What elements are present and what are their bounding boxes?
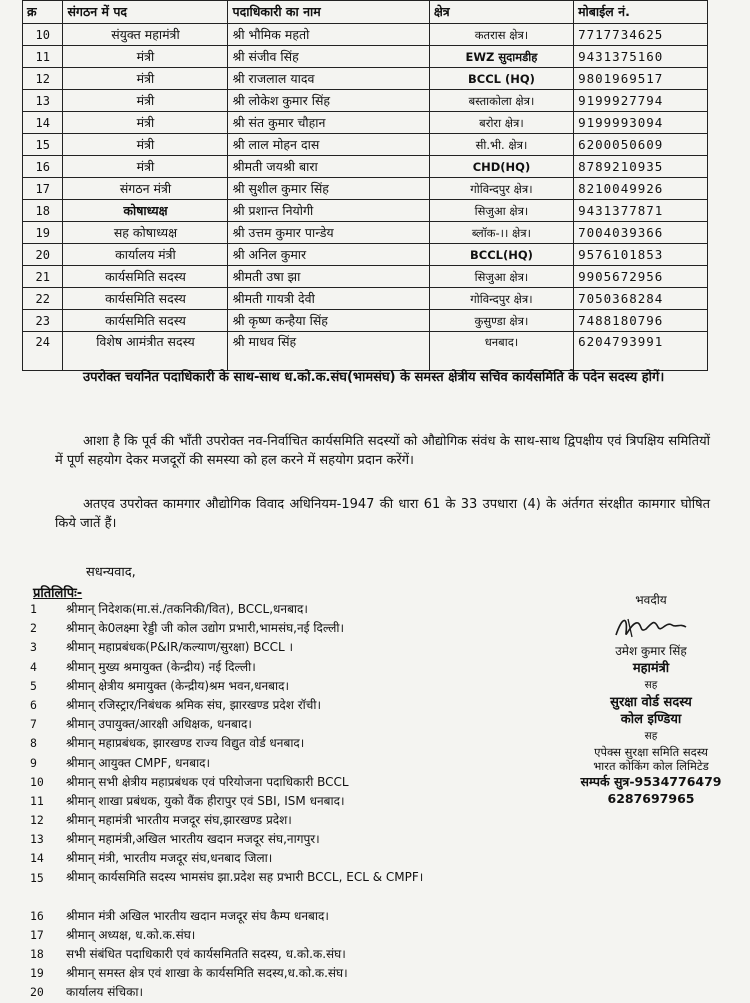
table-row bbox=[23, 156, 708, 178]
list-item-number: 14 bbox=[30, 851, 44, 866]
area-cell: ब्लॉक-।। क्षेत्र। bbox=[429, 222, 573, 244]
list-item-number: 7 bbox=[30, 717, 37, 732]
area-cell: CHD(HQ) bbox=[429, 156, 573, 178]
list-item-text: श्रीमान् मुख्य श्रमायुक्त (केन्द्रीय) नई दिल्ली। bbox=[66, 659, 256, 674]
area-cell: कुसुण्डा क्षेत्र। bbox=[429, 310, 573, 332]
area-cell: BCCL(HQ) bbox=[429, 244, 573, 266]
name-cell: श्री कृष्ण कन्हैया सिंह bbox=[228, 310, 429, 332]
list-item bbox=[30, 811, 550, 830]
list-item bbox=[30, 677, 550, 696]
mobile-cell: 6200050609 bbox=[574, 134, 708, 156]
col-header-mobile: मोबाईल नं. bbox=[574, 1, 708, 24]
list-item-number: 3 bbox=[30, 640, 37, 655]
list-item-number: 19 bbox=[30, 966, 44, 981]
area-cell: धनबाद। bbox=[429, 332, 573, 371]
paragraph-ex-officio: उपरोक्त चयनित पदाधिकारी के साथ-साथ ध.को.क.संघ(भामसंघ) के समस्त क्षेत्रीय सचिव कार्यसमिति के पदेन सदस्य होगें। bbox=[83, 370, 665, 385]
paragraph-protected-workmen: अतएव उपरोक्त कामगार औद्योगिक विवाद अधिनियम-1947 की धारा 61 के 33 उपधारा (4) के अंर्तगत संरक्षीत कामगार घोषित किये जातें हैं। bbox=[55, 497, 710, 531]
post-cell: संयुक्त महामंत्री bbox=[63, 24, 228, 46]
list-item bbox=[30, 600, 550, 619]
post-cell: सह कोषाध्यक्ष bbox=[63, 222, 228, 244]
serial-cell: 16 bbox=[23, 156, 63, 178]
serial-cell: 15 bbox=[23, 134, 63, 156]
list-item-text: श्रीमान् के0लक्ष्मा रेड्डी जी कोल उद्योग प्रभारी,भामसंघ,नई दिल्ली। bbox=[66, 621, 345, 636]
list-item-number: 9 bbox=[30, 755, 37, 770]
col-header-serial: क्र bbox=[23, 1, 63, 24]
list-item-text: श्रीमान् उपायुक्त/आरक्षी अधिक्षक, धनबाद। bbox=[66, 717, 252, 732]
copy-to-heading: प्रतिलिपिः- bbox=[33, 586, 83, 601]
name-cell: श्री सुशील कुमार सिंह bbox=[228, 178, 429, 200]
list-item-text: श्रीमान् महाप्रबंधक(P&IR/कल्याण/सुरक्षा) BCCL । bbox=[66, 640, 294, 655]
list-item-number: 11 bbox=[30, 793, 44, 808]
list-item bbox=[30, 658, 550, 677]
name-cell: श्री संजीव सिंह bbox=[228, 46, 429, 68]
list-item bbox=[30, 926, 550, 945]
mobile-cell: 9905672956 bbox=[574, 266, 708, 288]
signatory-title-safety-board: सुरक्षा वोर्ड सदस्य bbox=[610, 695, 692, 710]
area-cell: गोविन्दपुर क्षेत्र। bbox=[429, 178, 573, 200]
area-cell: सिजुआ क्षेत्र। bbox=[429, 200, 573, 222]
mobile-cell: 9199927794 bbox=[574, 90, 708, 112]
post-cell: कार्यसमिति सदस्य bbox=[63, 288, 228, 310]
list-item-number: 10 bbox=[30, 774, 44, 789]
thanks-text: सधन्यवाद, bbox=[86, 565, 136, 580]
list-item bbox=[30, 792, 550, 811]
post-cell: मंत्री bbox=[63, 156, 228, 178]
list-item-text: श्रीमान् महामंत्री,अखिल भारतीय खदान मजदूर संघ,नागपुर। bbox=[66, 832, 320, 847]
list-item-number: 15 bbox=[30, 870, 44, 885]
mobile-cell: 9801969517 bbox=[574, 68, 708, 90]
list-item-number: 1 bbox=[30, 602, 37, 616]
name-cell: श्रीमती उषा झा bbox=[228, 266, 429, 288]
serial-cell: 18 bbox=[23, 200, 63, 222]
table-row bbox=[23, 112, 708, 134]
serial-cell: 17 bbox=[23, 178, 63, 200]
post-cell: मंत्री bbox=[63, 112, 228, 134]
handwritten-signature bbox=[556, 609, 746, 643]
mobile-cell: 9576101853 bbox=[574, 244, 708, 266]
signatory-org: कोल इण्डिया bbox=[620, 712, 682, 727]
list-item-text: श्रीमान् महामंत्री भारतीय मजदूर संघ,झारखण्ड प्रदेश। bbox=[66, 813, 292, 828]
list-item-text: सभी संबंधित पदाधिकारी एवं कार्यसमितति सदस्य, ध.को.क.संघ। bbox=[66, 947, 346, 961]
serial-cell: 21 bbox=[23, 266, 63, 288]
list-item-number: 13 bbox=[30, 832, 44, 847]
list-item-text: श्रीमान् क्षेत्रीय श्रमायुक्त (केन्द्रीय)श्रम भवन,धनबाद। bbox=[66, 678, 290, 693]
list-item-number: 20 bbox=[30, 985, 44, 1000]
list-item-text: श्रीमान् रजिस्ट्रार/निबंधक श्रमिक संघ, झारखण्ड प्रदेश रॉची। bbox=[66, 697, 322, 712]
list-item-text: कार्यालय संचिका। bbox=[66, 985, 144, 1000]
list-item-number: 2 bbox=[30, 621, 37, 636]
mobile-cell: 7488180796 bbox=[574, 310, 708, 332]
list-item-text: श्रीमान् निदेशक(मा.सं./तकनिकी/वित), BCCL,धनबाद। bbox=[66, 602, 308, 616]
area-cell: EWZ सुदामडीह bbox=[429, 46, 573, 68]
name-cell: श्री राजलाल यादव bbox=[228, 68, 429, 90]
serial-cell: 24 bbox=[23, 332, 63, 371]
list-item bbox=[30, 715, 550, 734]
table-row bbox=[23, 266, 708, 288]
name-cell: श्री लोकेश कुमार सिंह bbox=[228, 90, 429, 112]
post-cell: कोषाध्यक्ष bbox=[63, 200, 228, 222]
area-cell: बस्ताकोला क्षेत्र। bbox=[429, 90, 573, 112]
list-item-number: 4 bbox=[30, 659, 37, 674]
list-item-number: 8 bbox=[30, 736, 37, 751]
name-cell: श्रीमती जयश्री बारा bbox=[228, 156, 429, 178]
list-item bbox=[30, 869, 550, 907]
mobile-cell: 7717734625 bbox=[574, 24, 708, 46]
list-item-text: श्रीमान मंत्री अखिल भारतीय खदान मजदूर संघ कैम्प धनबाद। bbox=[66, 908, 329, 923]
list-item-text: श्रीमान् समस्त क्षेत्र एवं शाखा के कार्यसमिति सदस्य,ध.को.क.संघ। bbox=[66, 966, 348, 981]
list-item bbox=[30, 907, 550, 926]
mobile-cell: 9431377871 bbox=[574, 200, 708, 222]
table-row bbox=[23, 24, 708, 46]
post-cell: कार्यालय मंत्री bbox=[63, 244, 228, 266]
post-cell: मंत्री bbox=[63, 134, 228, 156]
list-item-text: श्रीमान् मंत्री, भारतीय मजदूर संघ,धनबाद जिला। bbox=[66, 851, 273, 866]
table-row bbox=[23, 288, 708, 310]
area-cell: गोविन्दपुर क्षेत्र। bbox=[429, 288, 573, 310]
table-row bbox=[23, 200, 708, 222]
post-cell: कार्यसमिति सदस्य bbox=[63, 266, 228, 288]
list-item-text: श्रीमान् आयुक्त CMPF, धनबाद। bbox=[66, 755, 211, 770]
post-cell: मंत्री bbox=[63, 90, 228, 112]
table-row bbox=[23, 310, 708, 332]
col-header-post: संगठन में पद bbox=[63, 1, 228, 24]
name-cell: श्री लाल मोहन दास bbox=[228, 134, 429, 156]
mobile-cell: 8210049926 bbox=[574, 178, 708, 200]
name-cell: श्री प्रशान्त नियोगी bbox=[228, 200, 429, 222]
list-item bbox=[30, 849, 550, 868]
serial-cell: 14 bbox=[23, 112, 63, 134]
name-cell: श्री अनिल कुमार bbox=[228, 244, 429, 266]
table-header-row bbox=[23, 1, 708, 24]
table-row bbox=[23, 332, 708, 371]
mobile-cell: 6204793991 bbox=[574, 332, 708, 371]
col-header-area: क्षेत्र bbox=[429, 1, 573, 24]
area-cell: कतरास क्षेत्र। bbox=[429, 24, 573, 46]
name-cell: श्री भौमिक महतो bbox=[228, 24, 429, 46]
mobile-cell: 7050368284 bbox=[574, 288, 708, 310]
list-item-text: श्रीमान् शाखा प्रबंधक, युको वैंक हीरापुर एवं SBI, ISM धनबाद। bbox=[66, 793, 345, 808]
mobile-cell: 8789210935 bbox=[574, 156, 708, 178]
serial-cell: 13 bbox=[23, 90, 63, 112]
officers-table-body bbox=[23, 24, 708, 371]
serial-cell: 20 bbox=[23, 244, 63, 266]
table-row bbox=[23, 46, 708, 68]
post-cell: मंत्री bbox=[63, 68, 228, 90]
signatory-name: उमेश कुमार सिंह bbox=[615, 644, 687, 658]
table-row bbox=[23, 222, 708, 244]
list-item-text: श्रीमान् कार्यसमिति सदस्य भामसंघ झा.प्रदेश सह प्रभारी BCCL, ECL & CMPF। bbox=[66, 869, 424, 884]
name-cell: श्री माधव सिंह bbox=[228, 332, 429, 371]
signature-block bbox=[556, 592, 746, 807]
list-item-number: 16 bbox=[30, 908, 44, 923]
post-cell: संगठन मंत्री bbox=[63, 178, 228, 200]
officers-table bbox=[22, 0, 708, 371]
name-cell: श्रीमती गायत्री देवी bbox=[228, 288, 429, 310]
area-cell: सिजुआ क्षेत्र। bbox=[429, 266, 573, 288]
list-item bbox=[30, 830, 550, 849]
list-item bbox=[30, 945, 550, 964]
list-item bbox=[30, 964, 550, 983]
list-item bbox=[30, 773, 550, 792]
contact-number: सम्पर्क सुत्र-9534776479 bbox=[580, 774, 722, 789]
list-item-number: 17 bbox=[30, 927, 44, 942]
name-cell: श्री संत कुमार चौहान bbox=[228, 112, 429, 134]
signatory-title-general-secretary: महामंत्री bbox=[632, 661, 670, 676]
list-item-text: श्रीमान् महाप्रबंधक, झारखण्ड राज्य विद्युत वोर्ड धनबाद। bbox=[66, 736, 305, 751]
list-item-number: 6 bbox=[30, 697, 37, 712]
table-row bbox=[23, 90, 708, 112]
list-item-text: श्रीमान् सभी क्षेत्रीय महाप्रबंधक एवं परियोजना पदाधिकारी BCCL bbox=[66, 774, 349, 789]
list-item-text: श्रीमान् अध्यक्ष, ध.को.क.संघ। bbox=[66, 927, 196, 942]
list-item-number: 5 bbox=[30, 678, 37, 693]
table-row bbox=[23, 244, 708, 266]
copy-to-list bbox=[30, 600, 550, 1003]
col-header-name: पदाधिकारी का नाम bbox=[228, 1, 429, 24]
sah-text-1: सह bbox=[644, 679, 658, 691]
list-item bbox=[30, 638, 550, 657]
area-cell: सी.भी. क्षेत्र। bbox=[429, 134, 573, 156]
post-cell: मंत्री bbox=[63, 46, 228, 68]
paragraph-cooperation: आशा है कि पूर्व की भाँती उपरोक्त नव-निर्वाचित कार्यसमिति सदस्यों को औद्योगिक संवंध के साथ-साथ द्विपक्षीय एवं त्रिपक्षिय समितियों में पूर्ण सहयोग देकर मजदूरों की समस्या को हल करने में सहयोग प्रदान करेंगें। bbox=[55, 434, 710, 468]
contact-number-2: 6287697965 bbox=[607, 791, 695, 806]
list-item bbox=[30, 619, 550, 638]
sah-text-2: सह bbox=[644, 730, 658, 742]
list-item bbox=[30, 734, 550, 753]
serial-cell: 19 bbox=[23, 222, 63, 244]
mobile-cell: 7004039366 bbox=[574, 222, 708, 244]
serial-cell: 23 bbox=[23, 310, 63, 332]
company-name: भारत कोकिंग कोल लिमिटेड bbox=[593, 759, 709, 773]
table-row bbox=[23, 134, 708, 156]
table-row bbox=[23, 68, 708, 90]
apex-committee-member: एपेक्स सुरक्षा समिति सदस्य bbox=[594, 745, 708, 759]
mobile-cell: 9199993094 bbox=[574, 112, 708, 134]
list-item-number: 12 bbox=[30, 813, 44, 828]
area-cell: BCCL (HQ) bbox=[429, 68, 573, 90]
serial-cell: 12 bbox=[23, 68, 63, 90]
table-row bbox=[23, 178, 708, 200]
list-item bbox=[30, 983, 550, 1002]
list-item-number: 18 bbox=[30, 947, 44, 961]
mobile-cell: 9431375160 bbox=[574, 46, 708, 68]
closing-text: भवदीय bbox=[635, 593, 667, 607]
list-item bbox=[30, 754, 550, 773]
list-item bbox=[30, 696, 550, 715]
post-cell: विशेष आमंत्रीत सदस्य bbox=[63, 332, 228, 371]
area-cell: बरोरा क्षेत्र। bbox=[429, 112, 573, 134]
serial-cell: 10 bbox=[23, 24, 63, 46]
name-cell: श्री उत्तम कुमार पान्डेय bbox=[228, 222, 429, 244]
post-cell: कार्यसमिति सदस्य bbox=[63, 310, 228, 332]
serial-cell: 22 bbox=[23, 288, 63, 310]
serial-cell: 11 bbox=[23, 46, 63, 68]
